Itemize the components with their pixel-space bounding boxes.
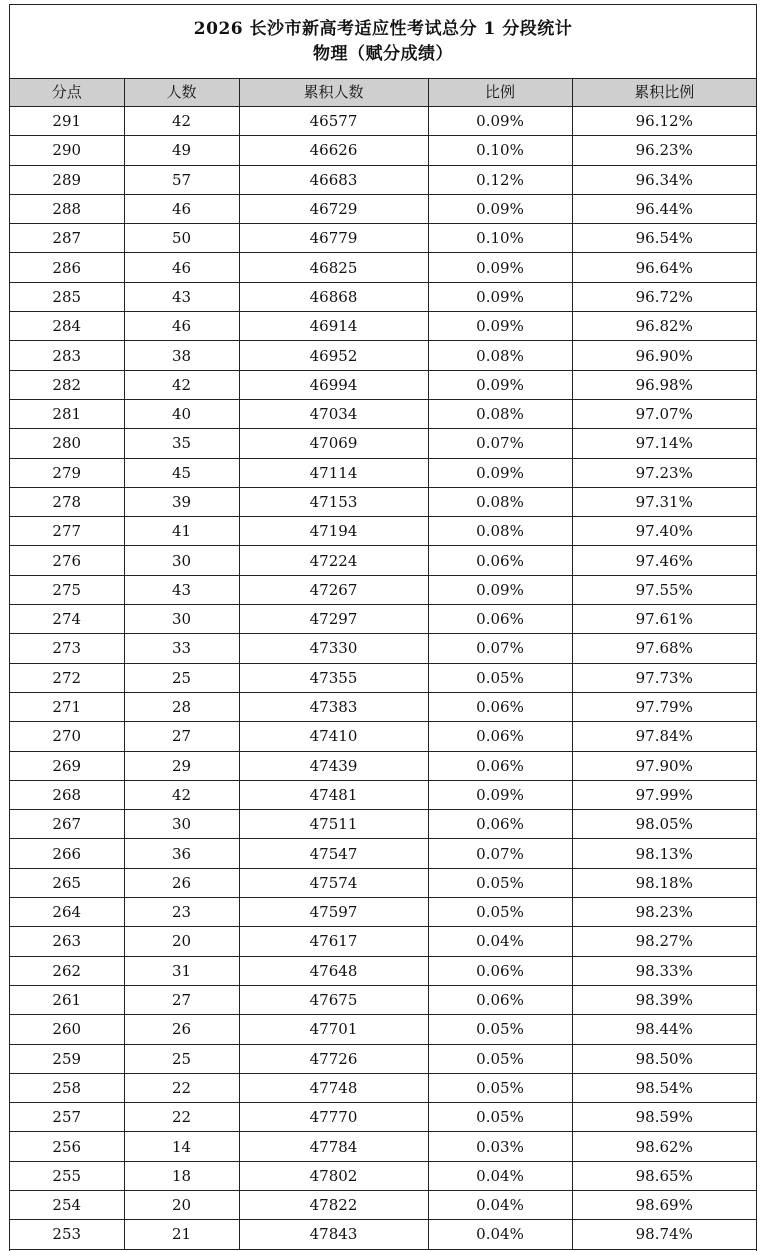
table-row [10, 370, 756, 399]
table-row [10, 194, 756, 223]
cell-ratio: 0.12% [428, 165, 572, 194]
table-row [10, 663, 756, 692]
cell-cumulative-ratio: 97.55% [572, 575, 756, 604]
cell-ratio: 0.04% [428, 1190, 572, 1219]
cell-cumulative-ratio: 98.33% [572, 956, 756, 985]
cell-count: 46 [124, 253, 239, 282]
cell-score: 263 [10, 927, 124, 956]
cell-count: 36 [124, 839, 239, 868]
cell-cumulative-count: 47194 [239, 517, 428, 546]
cell-score: 273 [10, 634, 124, 663]
table-row [10, 868, 756, 897]
cell-cumulative-count: 47547 [239, 839, 428, 868]
cell-count: 29 [124, 751, 239, 780]
cell-score: 268 [10, 780, 124, 809]
cell-cumulative-count: 47439 [239, 751, 428, 780]
table-row [10, 1044, 756, 1073]
cell-cumulative-ratio: 97.07% [572, 399, 756, 428]
cell-ratio: 0.06% [428, 810, 572, 839]
cell-ratio: 0.05% [428, 1015, 572, 1044]
cell-score: 259 [10, 1044, 124, 1073]
cell-cumulative-count: 46779 [239, 224, 428, 253]
cell-cumulative-ratio: 98.50% [572, 1044, 756, 1073]
header-ratio: 比例 [428, 79, 572, 107]
table-row [10, 517, 756, 546]
cell-score: 254 [10, 1190, 124, 1219]
cell-cumulative-ratio: 97.14% [572, 429, 756, 458]
table-row [10, 751, 756, 780]
cell-cumulative-count: 46729 [239, 194, 428, 223]
cell-count: 21 [124, 1220, 239, 1249]
cell-score: 253 [10, 1220, 124, 1249]
cell-cumulative-count: 46994 [239, 370, 428, 399]
table-row [10, 399, 756, 428]
cell-cumulative-ratio: 96.44% [572, 194, 756, 223]
cell-score: 291 [10, 107, 124, 136]
table-row [10, 605, 756, 634]
cell-count: 42 [124, 370, 239, 399]
cell-score: 271 [10, 692, 124, 721]
cell-ratio: 0.05% [428, 1044, 572, 1073]
cell-count: 46 [124, 312, 239, 341]
cell-ratio: 0.04% [428, 1220, 572, 1249]
cell-cumulative-count: 47481 [239, 780, 428, 809]
cell-score: 264 [10, 898, 124, 927]
cell-cumulative-count: 47574 [239, 868, 428, 897]
table-row [10, 312, 756, 341]
header-score: 分点 [10, 79, 124, 107]
table-row [10, 487, 756, 516]
cell-cumulative-count: 47383 [239, 692, 428, 721]
cell-count: 25 [124, 663, 239, 692]
cell-cumulative-count: 47034 [239, 399, 428, 428]
cell-ratio: 0.06% [428, 751, 572, 780]
cell-ratio: 0.06% [428, 956, 572, 985]
cell-ratio: 0.08% [428, 341, 572, 370]
cell-cumulative-ratio: 97.61% [572, 605, 756, 634]
table-title-block [10, 5, 756, 79]
cell-ratio: 0.08% [428, 517, 572, 546]
cell-score: 276 [10, 546, 124, 575]
cell-ratio: 0.05% [428, 663, 572, 692]
cell-score: 274 [10, 605, 124, 634]
cell-ratio: 0.04% [428, 927, 572, 956]
cell-cumulative-count: 46626 [239, 136, 428, 165]
cell-ratio: 0.10% [428, 224, 572, 253]
cell-cumulative-count: 47267 [239, 575, 428, 604]
cell-count: 46 [124, 194, 239, 223]
cell-count: 40 [124, 399, 239, 428]
cell-score: 265 [10, 868, 124, 897]
table-row [10, 253, 756, 282]
cell-cumulative-ratio: 96.90% [572, 341, 756, 370]
cell-cumulative-ratio: 98.54% [572, 1073, 756, 1102]
table-body [10, 107, 756, 1250]
cell-score: 286 [10, 253, 124, 282]
cell-ratio: 0.04% [428, 1161, 572, 1190]
cell-cumulative-ratio: 97.90% [572, 751, 756, 780]
cell-count: 27 [124, 722, 239, 751]
cell-count: 39 [124, 487, 239, 516]
cell-cumulative-count: 47843 [239, 1220, 428, 1249]
table-row [10, 839, 756, 868]
cell-score: 289 [10, 165, 124, 194]
cell-cumulative-ratio: 97.40% [572, 517, 756, 546]
cell-ratio: 0.05% [428, 868, 572, 897]
cell-cumulative-count: 47114 [239, 458, 428, 487]
cell-count: 22 [124, 1103, 239, 1132]
cell-score: 258 [10, 1073, 124, 1102]
cell-score: 266 [10, 839, 124, 868]
cell-score: 257 [10, 1103, 124, 1132]
cell-count: 42 [124, 107, 239, 136]
cell-cumulative-ratio: 96.12% [572, 107, 756, 136]
cell-cumulative-count: 47648 [239, 956, 428, 985]
cell-ratio: 0.05% [428, 1103, 572, 1132]
cell-count: 41 [124, 517, 239, 546]
table-row [10, 107, 756, 136]
cell-ratio: 0.09% [428, 780, 572, 809]
cell-cumulative-count: 47297 [239, 605, 428, 634]
table-row [10, 1220, 756, 1249]
cell-count: 33 [124, 634, 239, 663]
cell-count: 14 [124, 1132, 239, 1161]
score-distribution-sheet [9, 4, 757, 1251]
cell-cumulative-count: 47726 [239, 1044, 428, 1073]
cell-score: 285 [10, 282, 124, 311]
cell-count: 25 [124, 1044, 239, 1073]
table-row [10, 927, 756, 956]
table-row [10, 1190, 756, 1219]
header-count: 人数 [124, 79, 239, 107]
cell-count: 30 [124, 810, 239, 839]
cell-cumulative-ratio: 96.72% [572, 282, 756, 311]
table-row [10, 692, 756, 721]
cell-count: 20 [124, 927, 239, 956]
cell-cumulative-count: 46825 [239, 253, 428, 282]
cell-score: 261 [10, 985, 124, 1014]
cell-score: 267 [10, 810, 124, 839]
cell-count: 20 [124, 1190, 239, 1219]
cell-cumulative-ratio: 96.64% [572, 253, 756, 282]
cell-score: 256 [10, 1132, 124, 1161]
cell-count: 30 [124, 605, 239, 634]
cell-cumulative-count: 47597 [239, 898, 428, 927]
cell-count: 35 [124, 429, 239, 458]
cell-ratio: 0.05% [428, 898, 572, 927]
table-row [10, 1073, 756, 1102]
header-cumulative-ratio: 累积比例 [572, 79, 756, 107]
cell-score: 277 [10, 517, 124, 546]
cell-cumulative-ratio: 96.98% [572, 370, 756, 399]
cell-count: 26 [124, 1015, 239, 1044]
cell-cumulative-count: 47153 [239, 487, 428, 516]
cell-ratio: 0.06% [428, 985, 572, 1014]
cell-score: 275 [10, 575, 124, 604]
cell-score: 262 [10, 956, 124, 985]
cell-score: 290 [10, 136, 124, 165]
table-row [10, 810, 756, 839]
cell-ratio: 0.08% [428, 399, 572, 428]
cell-cumulative-ratio: 98.23% [572, 898, 756, 927]
header-cumulative-count: 累积人数 [239, 79, 428, 107]
cell-cumulative-ratio: 98.59% [572, 1103, 756, 1132]
cell-cumulative-ratio: 96.54% [572, 224, 756, 253]
cell-cumulative-count: 47330 [239, 634, 428, 663]
cell-cumulative-count: 46952 [239, 341, 428, 370]
cell-ratio: 0.09% [428, 194, 572, 223]
cell-cumulative-count: 46868 [239, 282, 428, 311]
cell-score: 280 [10, 429, 124, 458]
table-title: 2026 长沙市新高考适应性考试总分 1 分段统计 [193, 18, 573, 39]
cell-ratio: 0.09% [428, 107, 572, 136]
cell-cumulative-count: 47770 [239, 1103, 428, 1132]
table-row [10, 898, 756, 927]
cell-cumulative-ratio: 98.74% [572, 1220, 756, 1249]
table-row [10, 136, 756, 165]
cell-cumulative-ratio: 97.79% [572, 692, 756, 721]
cell-count: 30 [124, 546, 239, 575]
cell-ratio: 0.06% [428, 605, 572, 634]
cell-count: 42 [124, 780, 239, 809]
cell-cumulative-count: 46683 [239, 165, 428, 194]
cell-cumulative-count: 47748 [239, 1073, 428, 1102]
cell-cumulative-count: 46914 [239, 312, 428, 341]
cell-cumulative-ratio: 97.31% [572, 487, 756, 516]
cell-count: 49 [124, 136, 239, 165]
cell-cumulative-count: 47224 [239, 546, 428, 575]
table-row [10, 956, 756, 985]
score-table [10, 79, 756, 1250]
cell-cumulative-ratio: 98.39% [572, 985, 756, 1014]
cell-ratio: 0.06% [428, 546, 572, 575]
cell-ratio: 0.07% [428, 839, 572, 868]
cell-ratio: 0.09% [428, 312, 572, 341]
cell-ratio: 0.09% [428, 575, 572, 604]
cell-cumulative-ratio: 98.18% [572, 868, 756, 897]
cell-ratio: 0.06% [428, 722, 572, 751]
cell-count: 50 [124, 224, 239, 253]
cell-count: 23 [124, 898, 239, 927]
table-row [10, 575, 756, 604]
table-row [10, 1132, 756, 1161]
cell-ratio: 0.09% [428, 370, 572, 399]
cell-cumulative-ratio: 98.62% [572, 1132, 756, 1161]
cell-cumulative-ratio: 98.44% [572, 1015, 756, 1044]
cell-cumulative-ratio: 97.68% [572, 634, 756, 663]
cell-score: 282 [10, 370, 124, 399]
cell-count: 43 [124, 575, 239, 604]
cell-score: 281 [10, 399, 124, 428]
cell-ratio: 0.07% [428, 634, 572, 663]
table-row [10, 780, 756, 809]
cell-score: 270 [10, 722, 124, 751]
cell-count: 27 [124, 985, 239, 1014]
cell-count: 31 [124, 956, 239, 985]
cell-cumulative-ratio: 96.34% [572, 165, 756, 194]
table-row [10, 282, 756, 311]
table-row [10, 546, 756, 575]
cell-ratio: 0.10% [428, 136, 572, 165]
cell-cumulative-ratio: 97.84% [572, 722, 756, 751]
cell-score: 272 [10, 663, 124, 692]
cell-count: 22 [124, 1073, 239, 1102]
table-row [10, 458, 756, 487]
cell-cumulative-count: 47069 [239, 429, 428, 458]
cell-count: 45 [124, 458, 239, 487]
cell-cumulative-ratio: 97.23% [572, 458, 756, 487]
cell-cumulative-ratio: 96.23% [572, 136, 756, 165]
cell-cumulative-ratio: 98.69% [572, 1190, 756, 1219]
cell-cumulative-ratio: 97.99% [572, 780, 756, 809]
cell-score: 288 [10, 194, 124, 223]
cell-cumulative-ratio: 98.13% [572, 839, 756, 868]
table-row [10, 1103, 756, 1132]
cell-score: 278 [10, 487, 124, 516]
cell-cumulative-count: 46577 [239, 107, 428, 136]
cell-score: 260 [10, 1015, 124, 1044]
cell-cumulative-count: 47802 [239, 1161, 428, 1190]
cell-cumulative-count: 47784 [239, 1132, 428, 1161]
table-row [10, 722, 756, 751]
table-row [10, 341, 756, 370]
table-row [10, 1161, 756, 1190]
cell-count: 26 [124, 868, 239, 897]
table-row [10, 165, 756, 194]
cell-count: 57 [124, 165, 239, 194]
cell-cumulative-ratio: 98.05% [572, 810, 756, 839]
cell-score: 269 [10, 751, 124, 780]
table-row [10, 429, 756, 458]
header-row [10, 79, 756, 107]
cell-ratio: 0.08% [428, 487, 572, 516]
table-row [10, 985, 756, 1014]
cell-count: 38 [124, 341, 239, 370]
cell-count: 18 [124, 1161, 239, 1190]
cell-cumulative-count: 47617 [239, 927, 428, 956]
cell-ratio: 0.09% [428, 253, 572, 282]
cell-cumulative-ratio: 98.27% [572, 927, 756, 956]
cell-count: 28 [124, 692, 239, 721]
cell-score: 283 [10, 341, 124, 370]
cell-cumulative-count: 47822 [239, 1190, 428, 1219]
cell-cumulative-ratio: 97.73% [572, 663, 756, 692]
cell-score: 284 [10, 312, 124, 341]
cell-score: 279 [10, 458, 124, 487]
cell-score: 255 [10, 1161, 124, 1190]
cell-count: 43 [124, 282, 239, 311]
table-row [10, 224, 756, 253]
table-row [10, 634, 756, 663]
cell-cumulative-ratio: 97.46% [572, 546, 756, 575]
cell-ratio: 0.03% [428, 1132, 572, 1161]
cell-ratio: 0.07% [428, 429, 572, 458]
cell-cumulative-ratio: 98.65% [572, 1161, 756, 1190]
cell-cumulative-count: 47355 [239, 663, 428, 692]
cell-cumulative-ratio: 96.82% [572, 312, 756, 341]
cell-ratio: 0.09% [428, 282, 572, 311]
cell-ratio: 0.05% [428, 1073, 572, 1102]
cell-cumulative-count: 47675 [239, 985, 428, 1014]
table-row [10, 1015, 756, 1044]
cell-cumulative-count: 47701 [239, 1015, 428, 1044]
cell-score: 287 [10, 224, 124, 253]
cell-ratio: 0.06% [428, 692, 572, 721]
table-subtitle: 物理（赋分成绩） [313, 43, 453, 64]
cell-cumulative-count: 47410 [239, 722, 428, 751]
cell-ratio: 0.09% [428, 458, 572, 487]
cell-cumulative-count: 47511 [239, 810, 428, 839]
